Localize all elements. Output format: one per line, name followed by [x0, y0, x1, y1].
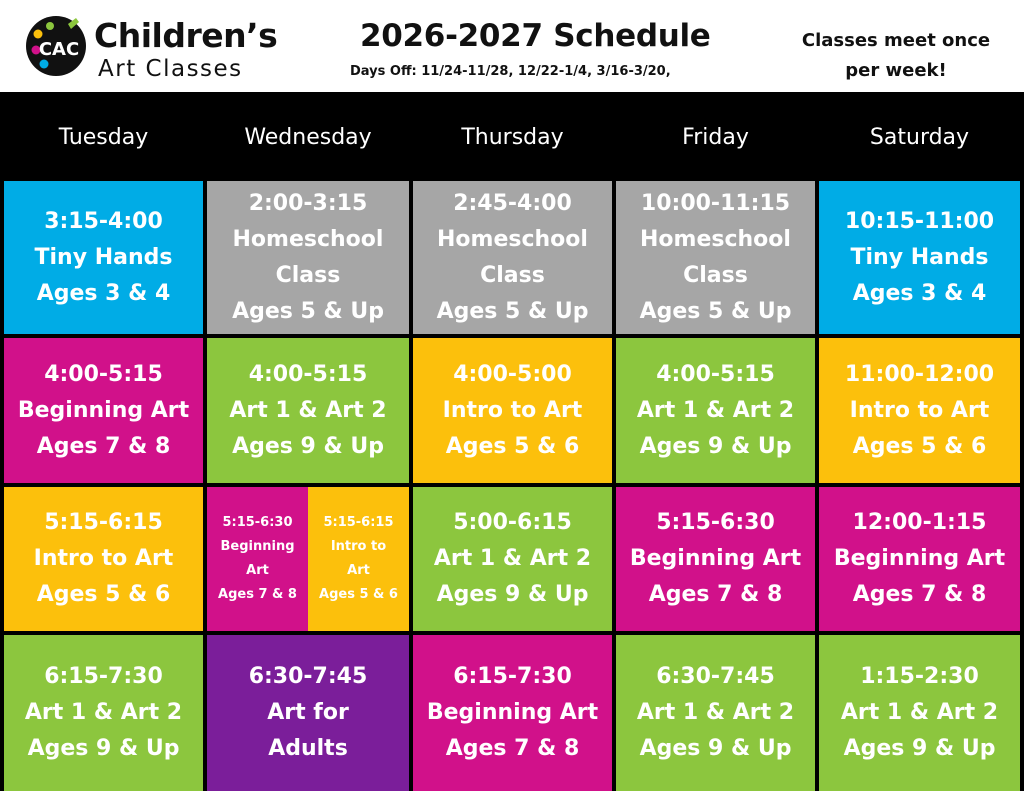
class-line: 4:00-5:15 — [248, 361, 368, 387]
class-line: Beginning — [220, 539, 295, 554]
day-header: Wednesday — [244, 125, 372, 150]
class-line: 10:00-11:15 — [640, 190, 791, 216]
day-header-row — [0, 92, 1024, 181]
class-line: Homeschool — [232, 226, 384, 252]
class-line: Art for — [267, 700, 349, 725]
class-cell — [819, 635, 1020, 791]
class-line: Ages 5 & 6 — [319, 587, 398, 602]
class-line: 2:45-4:00 — [453, 190, 572, 216]
note-line-1: Classes meet once — [801, 30, 991, 51]
class-line: Beginning Art — [426, 700, 599, 725]
class-line: Intro to — [330, 539, 387, 554]
class-line: 5:15-6:30 — [222, 515, 293, 530]
days-off: Days Off: 11/24-11/28, 12/22-1/4, 3/16-3/20, — [350, 64, 671, 79]
class-line: 5:00-6:15 — [453, 510, 572, 535]
class-line: Class — [683, 262, 748, 288]
class-line: Ages 9 & Up — [232, 433, 384, 459]
class-cell — [4, 338, 203, 483]
class-line: Beginning Art — [833, 546, 1006, 571]
class-line: Ages 7 & 8 — [36, 433, 171, 459]
page-title: 2026-2027 Schedule — [360, 18, 711, 54]
class-cell — [4, 181, 203, 334]
class-line: Tiny Hands — [850, 244, 989, 270]
class-line: Ages 9 & Up — [639, 736, 792, 761]
class-cell — [207, 181, 409, 334]
class-cell — [207, 487, 308, 631]
class-line: Ages 3 & 4 — [36, 280, 171, 306]
class-line: Class — [275, 262, 341, 288]
class-line: 4:00-5:15 — [44, 361, 163, 387]
class-line: Intro to Art — [442, 397, 583, 423]
class-line: Ages 7 & 8 — [445, 736, 580, 761]
logo-text: CAC — [38, 39, 80, 60]
class-line: Homeschool — [640, 226, 791, 252]
class-line: 2:00-3:15 — [248, 190, 368, 216]
class-line: Ages 3 & 4 — [852, 280, 987, 306]
class-line: 4:00-5:00 — [453, 361, 572, 387]
class-cell — [819, 181, 1020, 334]
class-line: Ages 5 & 6 — [36, 582, 171, 607]
day-header: Tuesday — [58, 125, 149, 150]
class-line: Ages 5 & 6 — [852, 433, 987, 459]
class-line: Ages 9 & Up — [843, 736, 996, 761]
class-line: 6:30-7:45 — [248, 664, 368, 689]
class-line: Intro to Art — [33, 546, 174, 571]
class-line: 4:00-5:15 — [656, 361, 775, 387]
class-cell — [4, 487, 203, 631]
class-line: Ages 5 & Up — [436, 298, 589, 324]
class-line: Art 1 & Art 2 — [24, 700, 183, 725]
class-line: Art 1 & Art 2 — [636, 700, 795, 725]
class-line: Art 1 & Art 2 — [636, 397, 795, 423]
class-line: Intro to Art — [849, 397, 990, 423]
class-cell — [616, 635, 815, 791]
class-cell — [819, 338, 1020, 483]
class-line: 6:30-7:45 — [656, 664, 775, 689]
class-cell — [616, 181, 815, 334]
class-cell — [413, 338, 612, 483]
class-cell — [4, 635, 203, 791]
day-header: Friday — [682, 125, 749, 150]
class-line: Class — [480, 262, 545, 288]
class-line: 11:00-12:00 — [844, 361, 995, 387]
class-line: 3:15-4:00 — [44, 208, 163, 234]
class-line: Tiny Hands — [34, 244, 173, 270]
class-line: Ages 5 & Up — [639, 298, 792, 324]
brand-name-line2: Art Classes — [98, 56, 243, 82]
palette-logo-icon — [24, 14, 88, 78]
class-line: Art — [347, 563, 370, 578]
schedule-grid — [0, 181, 1024, 791]
class-cell — [819, 487, 1020, 631]
class-line: Ages 7 & 8 — [218, 587, 297, 602]
class-line: Ages 5 & 6 — [445, 433, 580, 459]
class-cell — [413, 181, 612, 334]
day-header: Saturday — [869, 125, 970, 150]
class-line: 5:15-6:15 — [44, 510, 163, 535]
note-line-2: per week! — [845, 60, 947, 81]
class-line: Art — [246, 563, 269, 578]
class-line: 5:15-6:30 — [656, 510, 775, 535]
class-cell — [616, 487, 815, 631]
class-line: 6:15-7:30 — [453, 664, 572, 689]
class-line: 1:15-2:30 — [860, 664, 979, 689]
class-line: Ages 9 & Up — [639, 433, 792, 459]
brand-name-line1: Children’s — [94, 16, 278, 55]
schedule-note — [782, 26, 1010, 86]
class-line: Ages 9 & Up — [27, 736, 180, 761]
class-cell — [413, 635, 612, 791]
class-cell — [413, 487, 612, 631]
class-line: Art 1 & Art 2 — [433, 546, 592, 571]
day-header: Thursday — [461, 125, 564, 150]
class-line: 12:00-1:15 — [852, 510, 987, 535]
class-line: 6:15-7:30 — [44, 664, 163, 689]
class-line: Ages 7 & 8 — [648, 582, 783, 607]
header — [0, 0, 1024, 92]
class-cell — [616, 338, 815, 483]
class-line: Art 1 & Art 2 — [840, 700, 999, 725]
class-line: Ages 5 & Up — [232, 298, 384, 324]
class-line: Beginning Art — [629, 546, 802, 571]
class-line: Art 1 & Art 2 — [229, 397, 387, 423]
class-line: Adults — [268, 736, 348, 761]
class-line: Ages 7 & 8 — [852, 582, 987, 607]
class-cell — [207, 635, 409, 791]
class-line: 10:15-11:00 — [844, 208, 995, 234]
class-line: Homeschool — [437, 226, 588, 252]
class-cell — [308, 487, 409, 631]
class-line: 5:15-6:15 — [323, 515, 394, 530]
class-cell — [207, 338, 409, 483]
class-line: Beginning Art — [17, 397, 190, 423]
class-line: Ages 9 & Up — [436, 582, 589, 607]
